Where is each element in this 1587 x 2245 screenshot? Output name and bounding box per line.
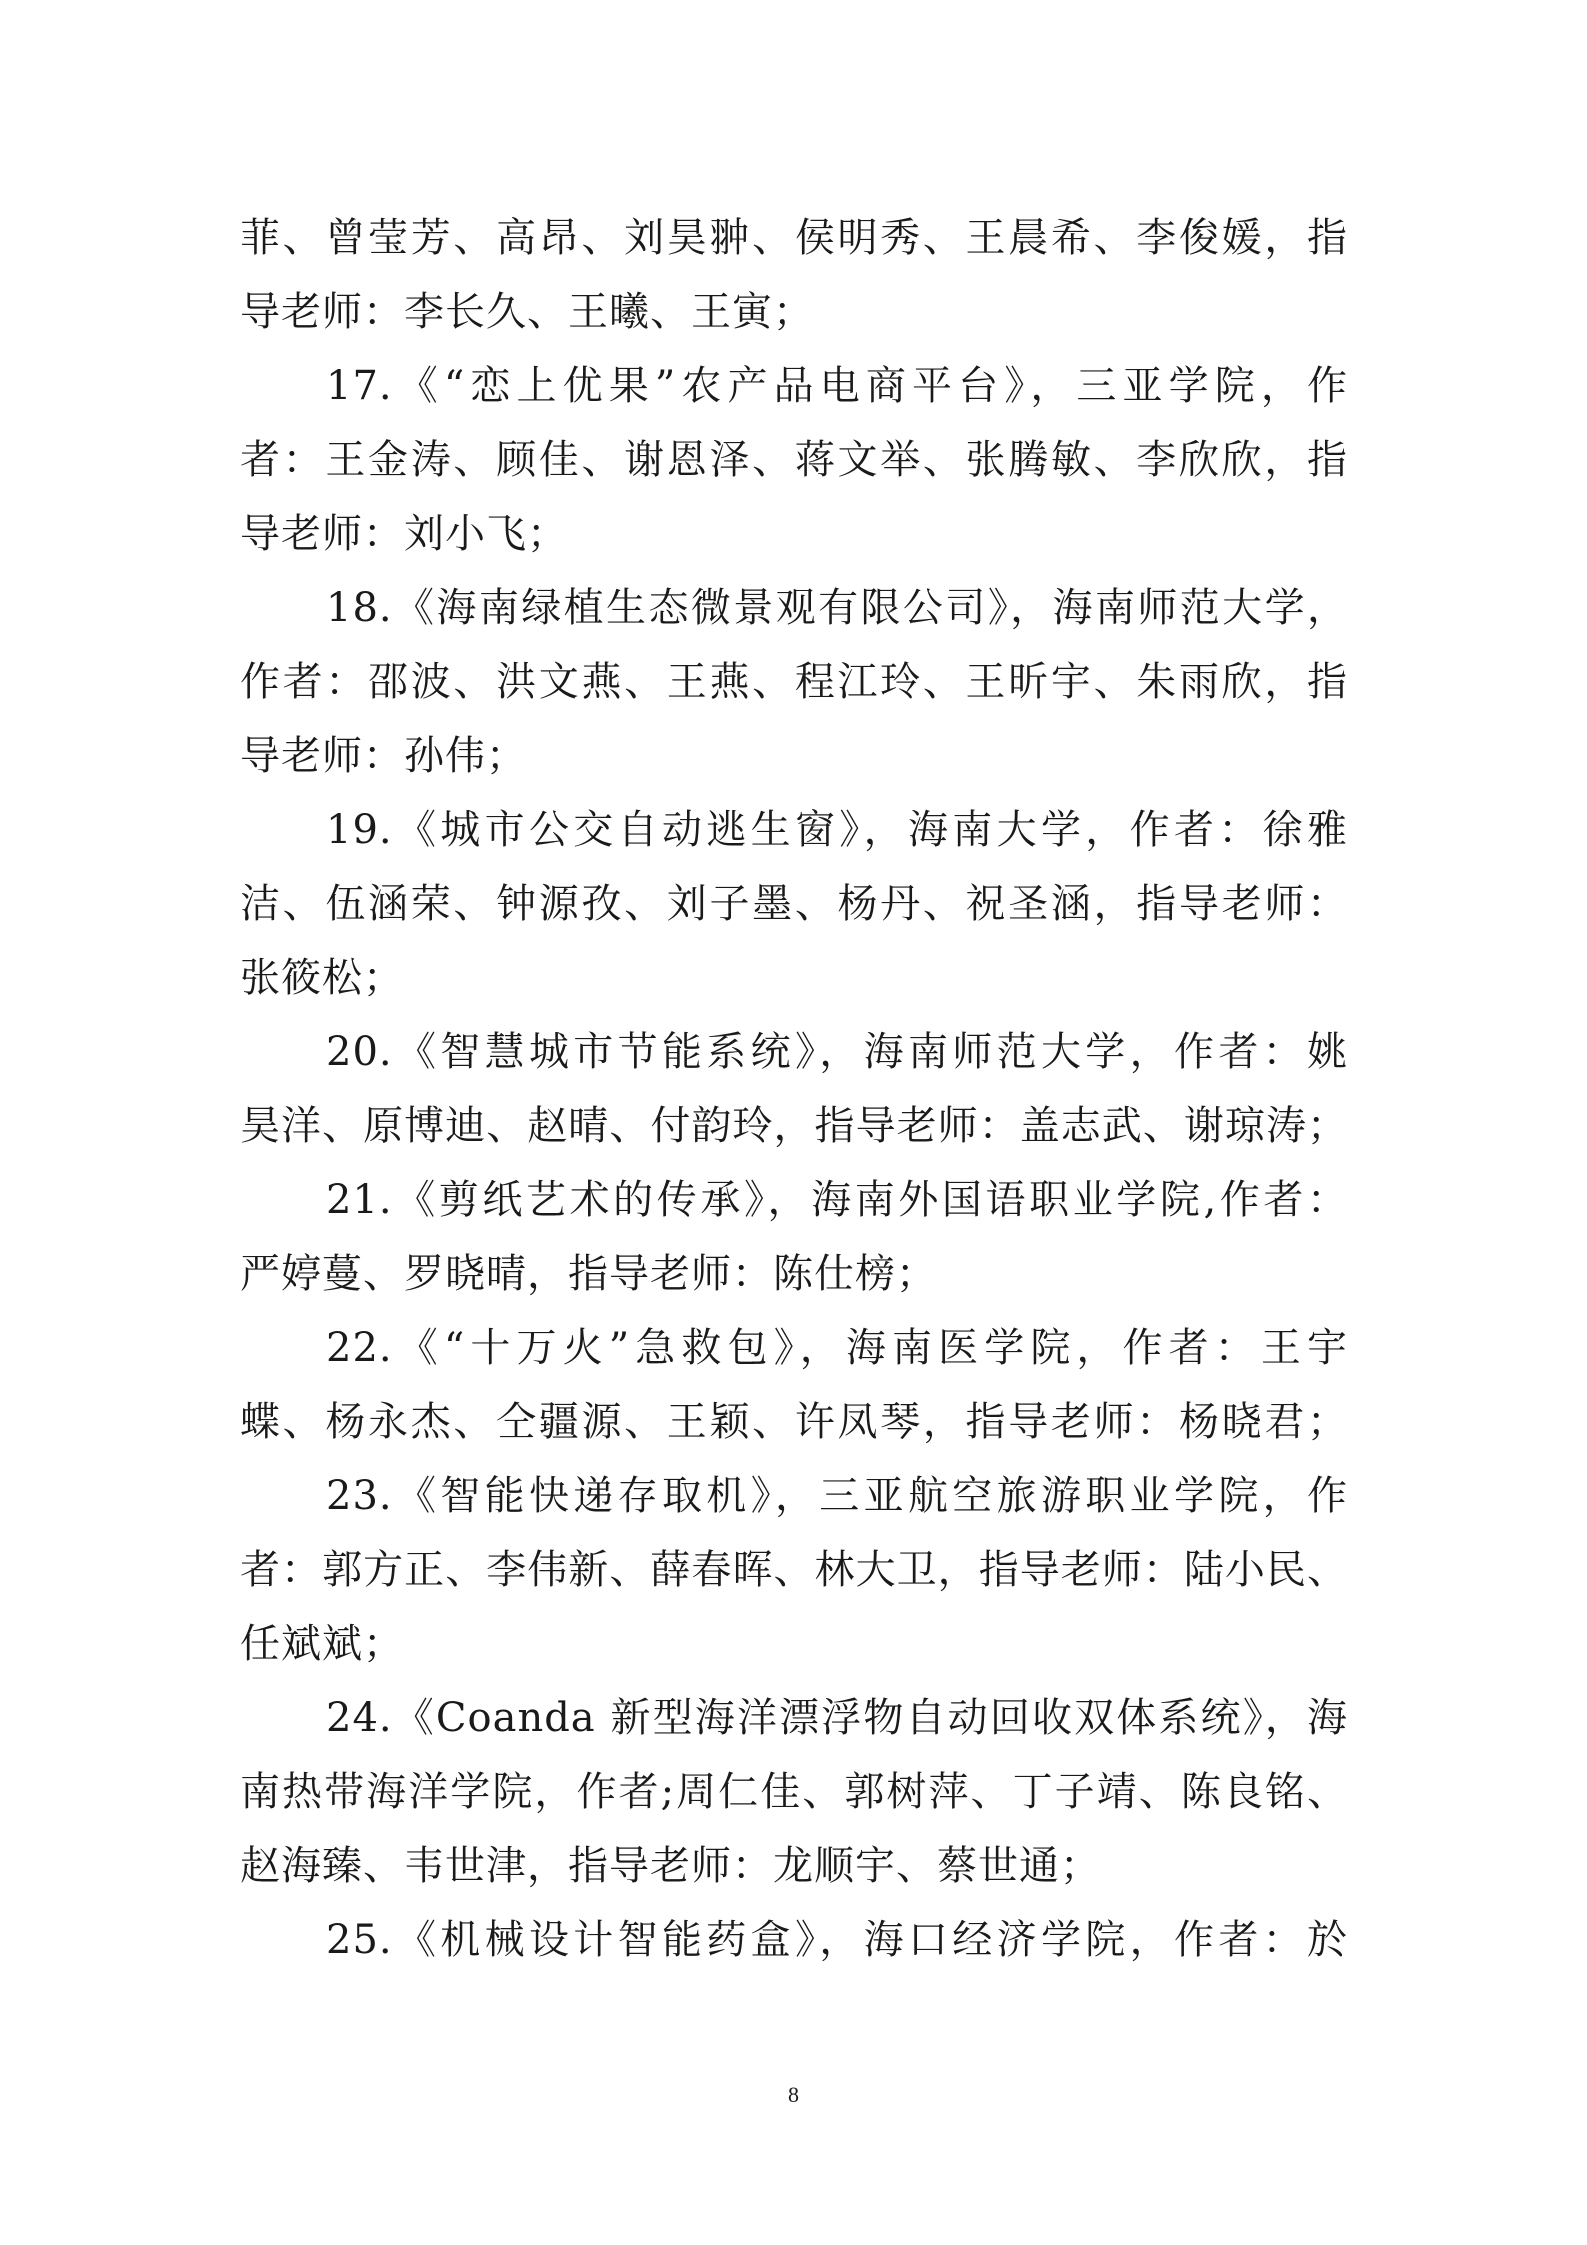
entry-23-heading: 23.《智能快递存取机》，三亚航空旅游职业学院，作 [326,1473,1348,1519]
entry-25-heading: 25.《机械设计智能药盒》，海口经济学院，作者：於 [326,1917,1348,1963]
text-line: 严婷蔓、罗晓晴，指导老师：陈仕榜； [240,1251,937,1297]
text-line: 导老师：孙伟； [240,733,527,779]
text-line: 张筱松； [240,955,404,1001]
text-line: 者：王金涛、顾佳、谢恩泽、蒋文举、张腾敏、李欣欣，指 [240,437,1348,483]
text-line: 者：郭方正、李伟新、薛春晖、林大卫，指导老师：陆小民、 [240,1547,1348,1593]
entry-20-heading: 20.《智慧城市节能系统》，海南师范大学，作者：姚 [326,1029,1348,1075]
text-line: 蝶、杨永杰、仝疆源、王颖、许凤琴，指导老师：杨晓君； [240,1399,1348,1445]
entry-19-heading: 19.《城市公交自动逃生窗》，海南大学，作者：徐雅 [326,807,1348,853]
text-line: 作者：邵波、洪文燕、王燕、程江玲、王昕宇、朱雨欣，指 [240,659,1348,705]
entry-18-heading: 18.《海南绿植生态微景观有限公司》，海南师范大学， [326,585,1348,631]
entry-21-heading: 21.《剪纸艺术的传承》，海南外国语职业学院,作者： [326,1177,1348,1223]
entry-22-heading: 22.《“十万火”急救包》，海南医学院，作者：王宇 [326,1325,1348,1371]
text-line: 洁、伍涵荣、钟源孜、刘子墨、杨丹、祝圣涵，指导老师： [240,881,1348,927]
entry-24-heading: 24.《Coanda 新型海洋漂浮物自动回收双体系统》，海 [326,1695,1348,1741]
text-line: 南热带海洋学院，作者;周仁佳、郭树萍、丁子靖、陈良铭、 [240,1769,1348,1815]
entry-17-heading: 17.《“恋上优果”农产品电商平台》，三亚学院，作 [326,363,1348,409]
text-line: 赵海臻、韦世津，指导老师：龙顺宇、蔡世通； [240,1843,1101,1889]
text-line: 导老师：刘小飞； [240,511,568,557]
text-line: 导老师：李长久、王曦、王寅； [240,289,814,335]
page-number: 8 [788,2082,799,2107]
text-line: 任斌斌； [240,1621,404,1667]
text-line: 昊洋、原博迪、赵晴、付韵玲，指导老师：盖志武、谢琼涛； [240,1103,1348,1149]
text-line: 菲、曾莹芳、高昂、刘昊翀、侯明秀、王晨希、李俊媛，指 [240,215,1348,261]
